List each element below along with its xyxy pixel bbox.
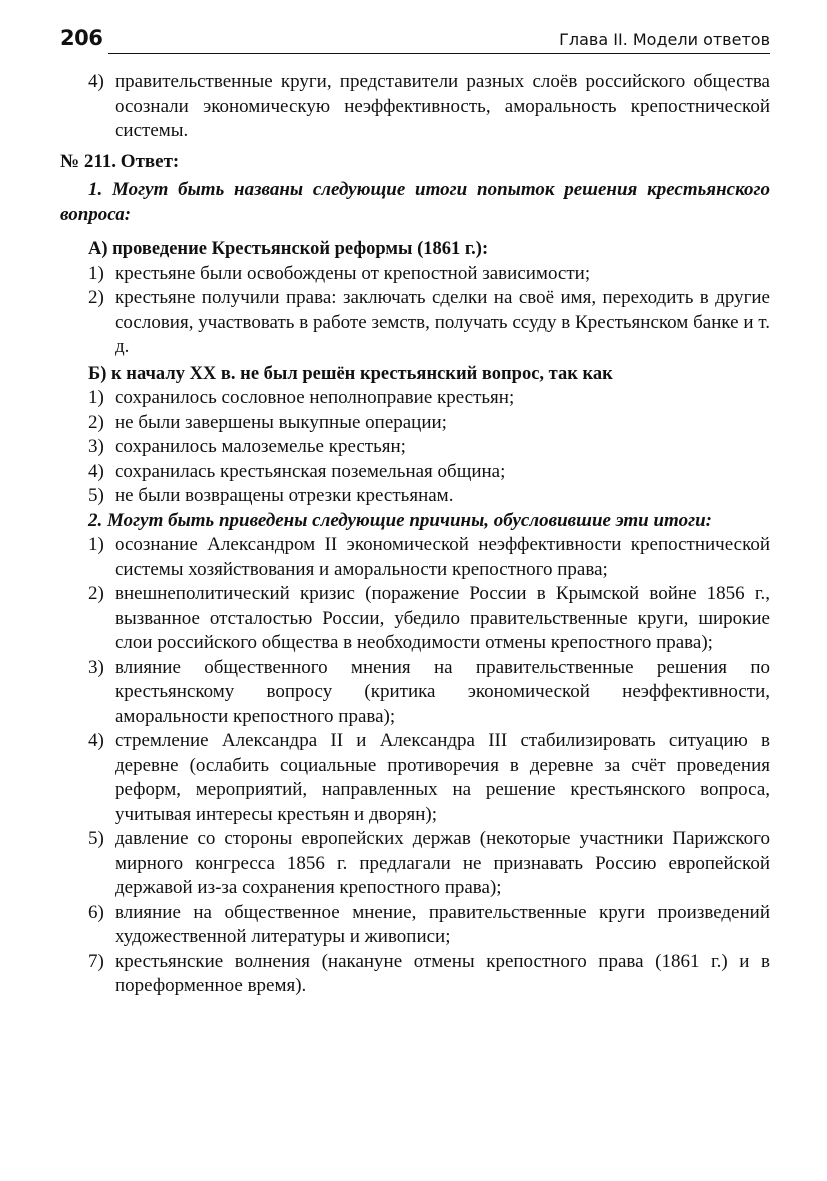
item-text: сохранилось сословное неполноправие крестьян; [115,387,515,408]
page-header [60,26,770,56]
list-item [88,729,770,827]
item-text: внешнеполитический кризис (поражение России в Крымской войне 1856 г., вызванное отсталостью России, убедило правительственные круги, широкие слои российского общества в необходимости отмены крепостного права); [115,583,770,653]
page-content [60,70,770,999]
previous-list-item [88,70,770,144]
list-item [88,411,770,436]
list-item [88,262,770,287]
item-number: 1) [88,534,104,555]
list-item [88,582,770,656]
item-number: 3) [88,656,104,678]
list-item [88,386,770,411]
item-text: не были завершены выкупные операции; [115,411,447,433]
item-text: стремление Александра II и Александра III стабилизировать ситуацию в деревне (ослабить социальные противоречия в деревне за счёт проведения реформ, мероприятий, направленных на решение крестьянского вопроса, учитывая интересы крестьян и дворян); [115,730,770,825]
item-number: 7) [88,950,104,972]
list-item [88,656,770,730]
item-text: крестьяне были освобождены от крепостной зависимости; [115,262,591,284]
list-item [88,950,770,999]
item-number: 6) [88,901,104,923]
header-rule [108,53,770,54]
item-number: 1) [88,387,104,408]
answer-heading: № 211. Ответ: [60,150,180,172]
item-text: влияние на общественное мнение, правительственные круги произведений художественной литературы и живописи; [115,901,770,947]
item-number: 4) [88,460,104,482]
section-b-title: Б) к началу XX в. не был решён крестьянский вопрос, так как [88,363,613,384]
list-item [88,286,770,360]
chapter-title: Глава II. Модели ответов [559,30,770,49]
item-text: сохранилась крестьянская поземельная община; [115,460,506,482]
item-number: 1) [88,262,104,284]
list-item [88,827,770,901]
page-number: 206 [60,26,103,50]
item-text: крестьянские волнения (накануне отмены крепостного права (1861 г.) и в пореформенное время). [115,950,770,996]
item-number: 3) [88,436,104,457]
item-text: давление со стороны европейских держав (некоторые участники Парижского мирного конгресса 1856 г. предлагали не признавать Россию европейской державой из-за сохранения крепостного права); [115,828,770,898]
item-text: правительственные круги, представители разных слоёв российского общества осознали экономическую неэффективность, аморальность крепостнической системы. [115,71,770,141]
item-text: влияние общественного мнения на правительственные решения по крестьянскому вопросу (критика экономической неэффективности, аморальности крепостного права); [115,656,770,727]
item-number: 5) [88,828,104,849]
item-number: 2) [88,287,104,308]
item-number: 4) [88,730,104,751]
section-a-title: А) проведение Крестьянской реформы (1861 г.): [88,239,489,259]
item-number: 2) [88,583,104,604]
part2-intro: 2. Могут быть приведены следующие причины, обусловившие эти итоги: [88,509,712,531]
item-text: крестьяне получили права: заключать сделки на своё имя, переходить в другие сословия, участвовать в работе земств, получать ссуду в Крестьянском банке и т. д. [115,287,770,357]
item-number: 2) [88,411,104,433]
item-text: сохранилось малоземелье крестьян; [115,436,406,457]
list-item [88,533,770,582]
list-item [88,901,770,950]
item-text: не были возвращены отрезки крестьянам. [115,485,454,506]
list-item [88,484,770,509]
list-item [88,460,770,485]
item-number: 5) [88,485,104,506]
item-text: осознание Александром II экономической неэффективности крепостнической системы хозяйствования и аморальности крепостного права; [115,534,770,580]
list-item [88,435,770,460]
part1-intro: 1. Могут быть названы следующие итоги попыток решения крестьянского вопроса: [60,179,770,225]
item-number: 4) [88,71,104,92]
